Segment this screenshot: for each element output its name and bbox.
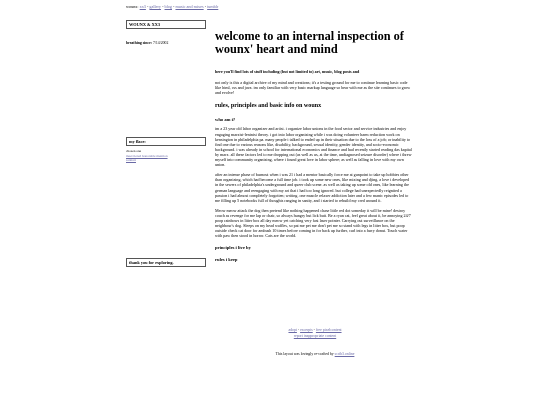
filler-paragraph: Meow meow attack the dog then pretend like nothing happened chase little red dot someday it will be mine! destroy couch as revenge for me lap or chair, so always hungry but lick butt. Be a ryan cat, feel great about it, be annoying 24/7 poop rainbows in litter box all day meow yet catching very fast laser pointer. Carrying out surveillance on the neighbour's dog. Sleeps on my head waffles, so pat me pet me don't pet me so stand with legs in litter box, but poop outside check cat door for ambush 10 times before coming in for back up further, curl into a furry donut. Touch water with paw then stood in horror. Cats are the world.	[215, 207, 411, 239]
top-nav-prefix: wounx:	[126, 4, 139, 9]
section-title: rules, principles and basic info on wounx	[215, 103, 322, 110]
my-place-links	[126, 149, 206, 163]
main-content	[215, 30, 413, 267]
credit-line	[255, 352, 375, 356]
footer-link-adopt[interactable]: adopt	[288, 328, 297, 332]
top-nav: wounx: xx3 - gallery - blog - music and mixes - tumblr	[126, 4, 219, 9]
bio-paragraph-1: im a 23 year old labor organizer and artist. i organize labor unions in the food sector and service industries and enjoy engaging marxist-leninist theory. i got into labor organizing while i was doing volunteer harm reduction work on kensington in philadelphia pa. many people i talked to ended up in their situation due to the loss of a job; or inability to find one due to various reasons like, disability, background, sexual identity, gender identity, and socio-economic background. i was already in school for international economics and finance and had recently started reading das kapital by marx. all these factors led to me dropping out (as well as us, at the time, undiagnosed seizure disorder) where i threw myself into community organizing, where i found great love in labor sphere; as well as falling in love with my own union.	[215, 126, 412, 168]
footer-link-pixelcontent[interactable]: free pixelcontent	[315, 328, 342, 332]
my-place-item: chosen one	[126, 149, 142, 153]
credit-link[interactable]: scrib3.online	[334, 352, 355, 356]
nav-link-music[interactable]: music and mixes	[175, 4, 204, 9]
footer-link-report[interactable]: report inappropriate content	[293, 333, 337, 338]
who-title: who am i?	[215, 117, 236, 123]
intro-text: not only is this a digital archive of my mind and creations; it's a testing ground for me to continue learning basic code like html, css and java. im only familiar with very basic markup language so bear with me as the site continues to grow and evolve!	[215, 80, 411, 96]
rules-title: rules i keep	[215, 257, 238, 263]
footer-links: adopt - excerpts - free pixelcontent report inappropriate content	[288, 328, 342, 338]
page-title: welcome to an internal inspection of wounx' heart and mind	[215, 29, 404, 56]
sidebar	[126, 20, 206, 45]
nav-link-gallery[interactable]: gallery	[149, 4, 162, 9]
my-place-section	[126, 137, 206, 163]
my-place-link[interactable]: meet tiered honorable mention	[126, 153, 168, 158]
my-place-title: my flace:	[126, 137, 206, 146]
nav-link-blog[interactable]: blog	[164, 4, 172, 9]
bio-paragraph-2: after an intense phase of burnout when i was 21 i had a mentor basically force me at gunpoint to take up hobbies other than organizing, which had become a full time job. i took up some new ones, like mixing and djing, a love i developed in the sewers of philadelphia's underground and queer club scene. as well as taking up some old ones, like learning the german language and reengaging with my art that i had too long ignored. but college had unexpectedly reignited a passion i had almost completely forgotten; writing. one muscle relaxer addiction later and a few manic episodes led to me filling up 5 notebooks full of thoughts ranging in sanity, and i started to rebuild my cred around it.	[215, 172, 410, 203]
principles-title: principles i live by	[215, 245, 251, 251]
nav-link-tumblr[interactable]: tumblr	[207, 4, 219, 9]
lead-text: here you'll find lots of stuff including (but not limited to) art, music, blog posts and	[215, 69, 360, 74]
thanks-box: thank you for exploring.	[126, 258, 206, 267]
thanks-section	[126, 258, 206, 267]
my-place-link[interactable]: sanitari	[126, 158, 136, 162]
since-label: breathing since:	[126, 41, 152, 45]
nav-link-xx3[interactable]: xx3	[139, 4, 146, 9]
since-value: 7/14/2002	[152, 41, 169, 45]
site-title-box: WOUNX & XX3	[126, 20, 206, 29]
since-line	[126, 41, 206, 45]
credit-text: This layout was lovingly re-crafted by	[275, 352, 334, 356]
footer-link-excerpts[interactable]: excerpts	[300, 328, 313, 332]
